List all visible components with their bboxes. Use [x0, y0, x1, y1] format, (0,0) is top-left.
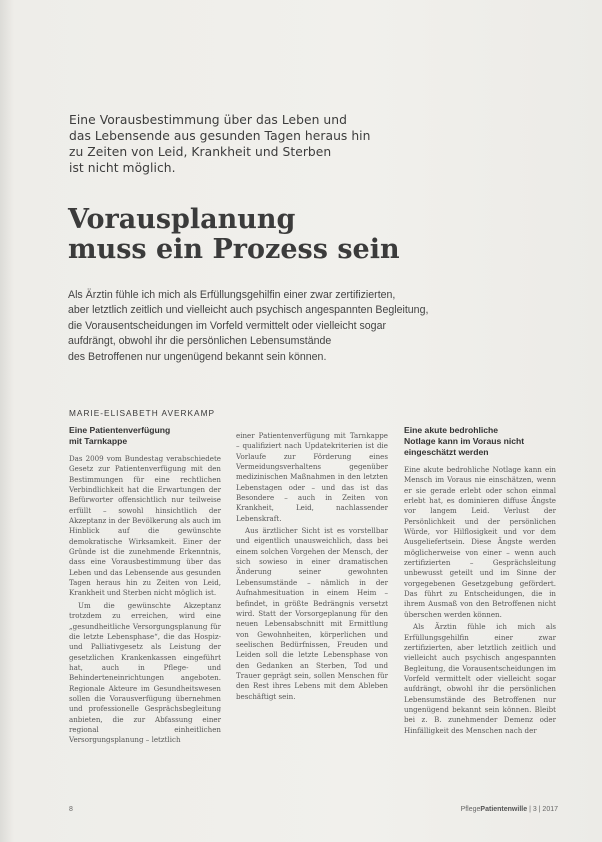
subhead-line: eingeschätzt werden	[404, 447, 489, 457]
magazine-name-bold: Patientenwille	[480, 806, 528, 813]
lead-line: die Vorausentscheidungen im Vorfeld vermittelt oder vielleicht sogar	[68, 319, 386, 332]
lead-line: aufdrängt, obwohl ihr die persönlichen Lebensumstände	[68, 335, 332, 348]
author-byline: MARIE-ELISABETH AVERKAMP	[69, 408, 216, 418]
lead-line: aber letztlich zeitlich und vielleicht auch psychisch angespannten Begleitung,	[68, 304, 429, 317]
lead-line: des Betroffenen nur ungenügend bekannt sein können.	[68, 350, 327, 363]
quote-line: Eine Vorausbestimmung über das Leben und	[69, 113, 347, 127]
body-paragraph: Eine akute bedrohliche Notlage kann ein Mensch im Voraus nie einschätzen, wenn er sie gerade erlebt oder schon einmal erlebt hat, es dominieren diffuse Ängste vor langem Leid. Verlust der Persönlichkeit und der persönlichen Würde, vor Hilflosigkeit und vor dem Ausgeliefertsein. Diese Ängste werden möglicherweise von einer – wenn auch zertifizierten – Gesprächsleitung unbewusst geteilt und im Sinne der vorgegebenen Gesetzgebung gefördert. Das führt zu Entscheidungen, die in ihrem Ausmaß von den Betroffenen nicht überschen werden können.	[404, 465, 556, 619]
column-subhead	[404, 425, 556, 458]
body-paragraph: einer Patientenverfügung mit Tarnkappe – qualifiziert nach Updatekriterien ist die Vorlaufe zur Förderung eines Vermeidungsverhaltens gegenüber medizinischen Maßnahmen in den letzten Lebenstagen oder – und das ist das Besondere – auch in Zeiten von Krankheit, Leid, nachlassender Lebenskraft.	[236, 431, 388, 523]
subhead-line: mit Tarnkappe	[69, 436, 128, 446]
body-paragraph: Aus ärztlicher Sicht ist es vorstellbar und eigentlich unausweichlich, dass bei einem solchen Vorgehen der Mensch, der sich sowieso in einer dramatischen Änderung seiner gewohnten Lebensumstände – nämlich in der Aufnahmesituation in einem Heim – befindet, in größte Bedrängnis versetzt wird. Statt der Vorsorgeplanung für den neuen Lebensabschnitt mit Ermittlung von Gewohnheiten, körperlichen und seelischen Bedürfnissen, Freuden und Leiden soll die letzte Lebensphase von den Gedanken an Sterben, Tod und Trauer geprägt sein, sollen Menschen für den Rest ihres Lebens mit dem Ableben beschäftigt sein.	[236, 526, 388, 701]
subhead-line: Eine akute bedrohliche	[404, 425, 499, 435]
body-paragraph: Als Ärztin fühle ich mich als Erfüllungsgehilfin einer zwar zertifizierten, aber letztlich zeitlich und vielleicht auch psychisch angespannten Begleitung, die Vorausentscheidungen im Vorfeld vermittelt oder vielleicht sogar aufdrängt, obwohl ihr die persönlichen Lebensumstände des Betroffenen nur ungenügend bekannt sein können. Bleibt bei z. B. zunehmender Demenz oder Hinfälligkeit des Menschen nach der	[404, 622, 556, 735]
subhead-line: Notlage kann im Voraus nicht	[404, 436, 525, 446]
lead-line: Als Ärztin fühle ich mich als Erfüllungsgehilfin einer zwar zertifizierten,	[68, 289, 396, 301]
subhead-line: Eine Patientenverfügung	[69, 425, 171, 435]
headline-line: Vorausplanung	[68, 204, 296, 235]
text-column-2	[236, 431, 388, 702]
column-subhead	[69, 425, 221, 447]
headline-line: muss ein Prozess sein	[68, 234, 400, 265]
quote-line: zu Zeiten von Leid, Krankheit und Sterben	[69, 145, 332, 159]
text-column-1	[69, 425, 221, 746]
page-number: 8	[69, 806, 73, 813]
article-lead	[68, 288, 548, 365]
quote-line: ist nicht möglich.	[69, 161, 176, 175]
pull-quote	[69, 112, 489, 176]
body-paragraph: Das 2009 vom Bundestag verabschiedete Gesetz zur Patientenverfügung mit den Bestimmungen für eine rechtlichen Verbindlichkeit hat die Erwartungen der Befürworter offensichtlich nur teilweise erfüllt – sowohl hinsichtlich der Akzeptanz in der Bevölkerung als auch im Hinblick auf die gewünschte demokratische Wirksamkeit. Einer der Gründe ist die zunehmende Erkenntnis, dass eine Vorausbestimmung über das Leben und das Lebensende aus gesunden Tagen heraus hin zu Zeiten von Leid, Krankheit und Sterben nicht möglich ist.	[69, 454, 221, 598]
text-column-3	[404, 425, 556, 736]
magazine-footer	[461, 806, 558, 813]
body-paragraph: Um die gewünschte Akzeptanz trotzdem zu erreichen, wird eine „gesundheitliche Versorgungsplanung für die letzte Lebensphase“, die das Hospiz- und Palliativgesetz als Leistung der gesetzlichen Krankenkassen eingeführt hat, auch in Pflege- und Behinderteneinrichtungen angeboten. Regionale Akteure im Gesundheitswesen sollen die Vorausverfügung übernehmen und professionelle Gesprächsbegleitung anbieten, die zur Abfassung einer regional einheitlichen Versorgungsplanung – letztlich	[69, 600, 221, 745]
magazine-name: Pflege	[460, 806, 481, 813]
quote-line: das Lebensende aus gesunden Tagen heraus hin	[69, 129, 371, 143]
issue-number: | 3 | 2017	[529, 806, 558, 813]
article-headline	[68, 205, 528, 265]
